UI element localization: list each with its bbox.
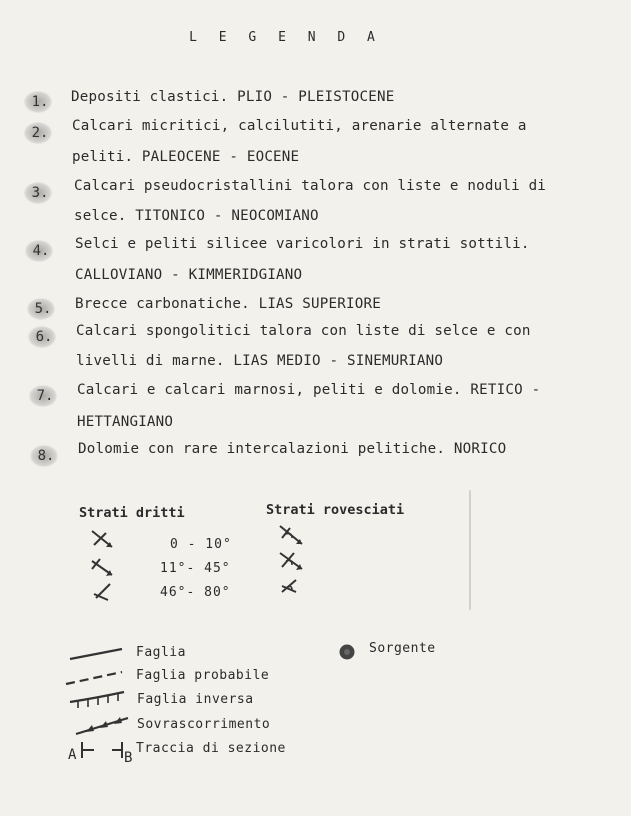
spring-label: Sorgente [369, 641, 436, 656]
entry-number-7: 7. [32, 385, 58, 407]
reverse-fault-icon [66, 690, 134, 712]
entry-number-3: 3. [27, 182, 53, 204]
entry-4-line-1: Selci e peliti silicee varicolori in strati sottili. [75, 236, 530, 252]
entry-number-1: 1. [27, 91, 53, 113]
entry-number-4: 4. [28, 240, 54, 262]
scan-mark [469, 490, 471, 610]
entry-7-line-2: HETTANGIANO [77, 414, 174, 430]
overturned-strata-low-dip-icon [276, 522, 310, 550]
overturned-strata-high-dip-icon [278, 576, 306, 598]
entry-6-line-1: Calcari spongolitici talora con liste di selce e con [76, 323, 531, 339]
entry-number-2: 2. [27, 122, 53, 144]
reverse-fault-label: Faglia inversa [137, 692, 254, 707]
thrust-icon [72, 714, 136, 738]
dip-range-2: 11°- 45° [160, 561, 231, 576]
section-trace-label: Traccia di sezione [136, 741, 286, 756]
dip-range-1: 0 - 10° [170, 537, 232, 552]
fault-icon [66, 645, 132, 665]
entry-2-line-2: peliti. PALEOCENE - EOCENE [72, 149, 300, 165]
entry-number-5: 5. [30, 298, 56, 320]
entry-4-line-2: CALLOVIANO - KIMMERIDGIANO [75, 267, 303, 283]
upright-strata-low-dip-icon [88, 527, 122, 553]
entry-1-line-1: Depositi clastici. PLIO - PLEISTOCENE [71, 89, 395, 105]
spring-icon [337, 642, 357, 662]
probable-fault-icon [64, 668, 134, 688]
entry-number-8: 8. [33, 445, 59, 467]
entry-2-line-1: Calcari micritici, calcilutiti, arenarie alternate a [72, 118, 527, 134]
entry-5-line-1: Brecce carbonatiche. LIAS SUPERIORE [75, 296, 381, 312]
upright-strata-mid-dip-icon [88, 555, 122, 581]
thrust-label: Sovrascorrimento [137, 717, 271, 732]
legend-title: L E G E N D A [189, 30, 382, 45]
entry-8-line-1: Dolomie con rare intercalazioni pelitiche. NORICO [78, 441, 507, 457]
fault-label: Faglia [136, 645, 186, 660]
section-point-b: B [124, 750, 133, 766]
entry-number-6: 6. [31, 326, 57, 348]
probable-fault-label: Faglia probabile [136, 668, 270, 683]
entry-3-line-2: selce. TITONICO - NEOCOMIANO [74, 208, 319, 224]
upright-strata-high-dip-icon [90, 580, 120, 604]
overturned-strata-mid-dip-icon [276, 549, 310, 575]
strata-upright-label: Strati dritti [79, 505, 185, 521]
strata-overturned-label: Strati rovesciati [266, 502, 405, 518]
section-trace-left-end-icon [78, 738, 98, 762]
section-point-a: A [68, 747, 77, 763]
entry-6-line-2: livelli di marne. LIAS MEDIO - SINEMURIANO [76, 353, 444, 369]
entry-3-line-1: Calcari pseudocristallini talora con liste e noduli di [74, 178, 547, 194]
entry-7-line-1: Calcari e calcari marnosi, peliti e dolomie. RETICO - [77, 382, 541, 398]
dip-range-3: 46°- 80° [160, 585, 231, 600]
